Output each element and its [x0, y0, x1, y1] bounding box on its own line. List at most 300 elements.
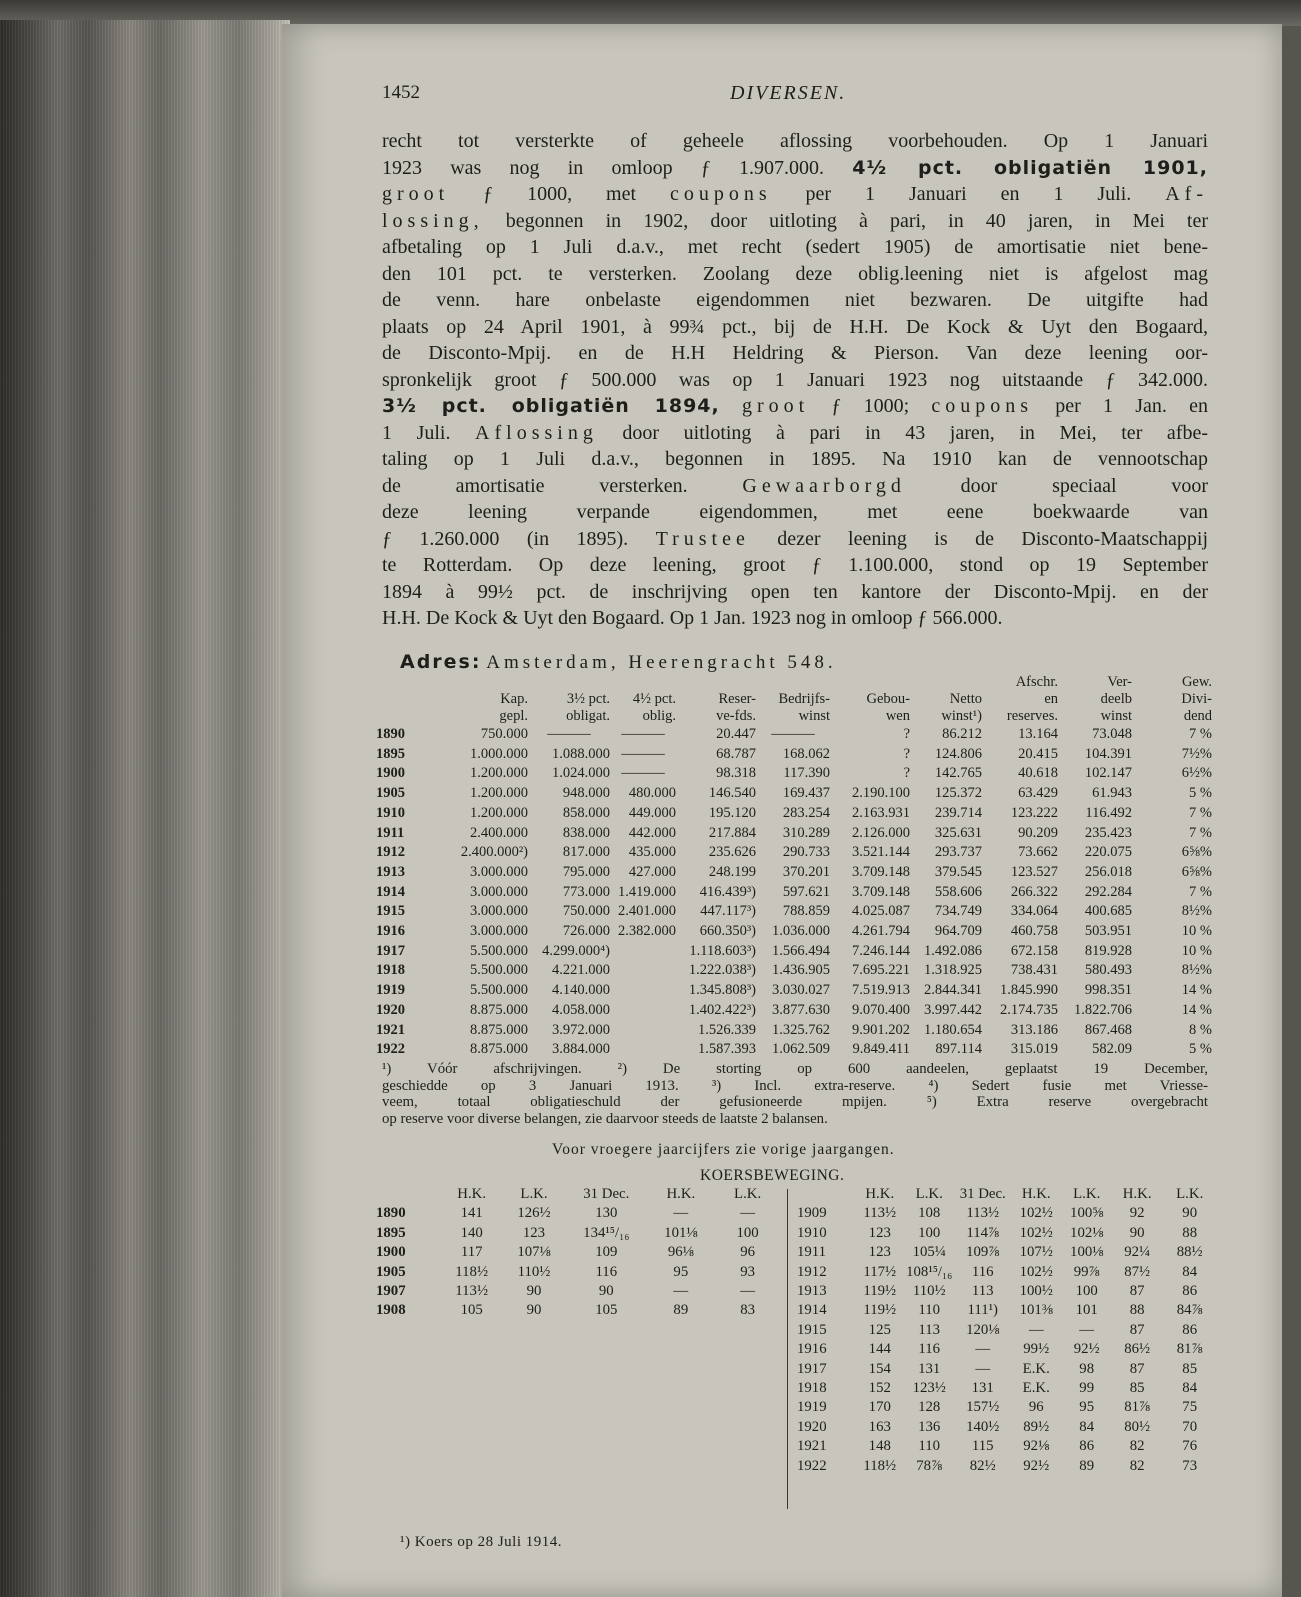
paragraph-text: plaats op 24 April 1901, à 99¾ pct., bij de H.H. De Kock & Uyt den Bogaard, — [382, 315, 1208, 338]
table-row — [797, 1457, 1217, 1476]
table-cell: 3.000.000 — [470, 863, 528, 880]
table-cell: 964.709 — [934, 923, 982, 940]
table-cell: 7 % — [1189, 883, 1212, 900]
table-cell: 597.621 — [782, 883, 830, 900]
table-cell: 1919 — [376, 982, 405, 999]
table-cell: 123 — [868, 1224, 891, 1241]
table-cell: 750.000 — [480, 726, 528, 742]
paragraph-text: 4½ pct. obligatiën 1901, — [852, 156, 1208, 179]
paragraph-text: spronkelijk groot ƒ 500.000 was op 1 Januari 1923 nog uitstaande ƒ 342.000. — [382, 368, 1208, 391]
table-cell: 125 — [868, 1321, 891, 1338]
column-header: L.K. — [1073, 1186, 1101, 1202]
table-cell: 9.849.411 — [852, 1041, 910, 1058]
table-row — [797, 1263, 1217, 1282]
table-cell: 152 — [868, 1380, 891, 1397]
paragraph-line — [382, 393, 1208, 420]
table-cell: 503.951 — [1084, 923, 1132, 940]
table-cell: 7.695.221 — [852, 962, 910, 979]
table-cell: 293.737 — [934, 844, 982, 861]
table-row — [376, 1224, 781, 1243]
table-cell: 1.318.925 — [924, 962, 982, 979]
table-cell: 3.709.148 — [852, 883, 910, 900]
financial-header-row — [376, 691, 1212, 708]
table-cell: ——— — [621, 765, 665, 782]
table-cell: 81⅞ — [1176, 1341, 1203, 1358]
table-cell: 1.845.990 — [1000, 982, 1058, 999]
table-cell: 2.401.000 — [618, 903, 676, 920]
table-cell — [610, 1001, 676, 1021]
paragraph-text: taling op 1 Juli d.a.v., begonnen in 1895. Na 1910 kan de vennootschap — [382, 448, 1208, 470]
table-cell: 82½ — [969, 1457, 996, 1474]
table-cell: 750.000 — [562, 903, 610, 920]
table-cell: 1.000.000 — [470, 745, 528, 762]
table-cell: 1921 — [797, 1438, 827, 1455]
paragraph-line — [382, 128, 1208, 155]
table-cell: 1916 — [797, 1341, 827, 1358]
table-cell: 1911 — [797, 1244, 827, 1261]
table-row — [376, 725, 1212, 745]
table-cell: 1895 — [376, 745, 405, 762]
table-cell: 101⅜ — [1019, 1302, 1053, 1319]
financial-header-cell: Afschr. — [1015, 674, 1058, 690]
table-cell: 6⅝% — [1181, 844, 1212, 861]
table-cell: 315.019 — [1010, 1041, 1058, 1058]
paragraph-text: Af- — [1165, 183, 1208, 205]
table-cell: 107⅛ — [517, 1244, 551, 1261]
table-cell: — — [673, 1205, 689, 1222]
table-cell: 370.201 — [782, 863, 830, 880]
table-cell: 1908 — [376, 1302, 406, 1319]
column-header: L.K. — [734, 1186, 762, 1202]
table-cell: 136 — [918, 1418, 941, 1435]
table-cell: 123.222 — [1010, 804, 1058, 821]
table-cell: 96 — [1028, 1399, 1044, 1416]
table-cell: 1895 — [376, 1224, 406, 1241]
column-header — [797, 1185, 856, 1204]
table-row — [797, 1243, 1217, 1262]
paragraph-text: de venn. hare onbelaste eigendommen niet bezwaren. De uitgifte had — [382, 289, 1208, 311]
table-cell: 8.875.000 — [470, 1001, 528, 1018]
table-row — [797, 1204, 1217, 1223]
table-cell: 8.875.000 — [470, 1041, 528, 1058]
table-cell: 113½ — [863, 1205, 897, 1222]
table-row — [376, 1204, 781, 1223]
table-cell: 672.158 — [1010, 942, 1058, 959]
table-cell: 1914 — [376, 883, 405, 900]
table-cell: 157½ — [966, 1399, 1000, 1416]
table-cell: 1910 — [797, 1224, 827, 1241]
table-cell: 3.000.000 — [470, 923, 528, 940]
table-cell: 3.030.027 — [772, 982, 830, 999]
table-cell: 84 — [1079, 1418, 1095, 1435]
table-cell: 124.806 — [934, 745, 982, 762]
table-cell: 90 — [1129, 1224, 1145, 1241]
table-cell: 235.423 — [1084, 824, 1132, 841]
column-header: H.K. — [865, 1186, 895, 1202]
table-cell: 140½ — [966, 1418, 1000, 1435]
table-cell: 20.447 — [716, 726, 756, 742]
table-cell: 61.943 — [1092, 785, 1132, 802]
table-cell: 400.685 — [1084, 903, 1132, 920]
paragraph-text: den 101 pct. te versterken. Zoolang deze oblig.leening niet is afgelost mag — [382, 262, 1208, 285]
table-cell: 817.000 — [562, 844, 610, 861]
table-row — [797, 1379, 1217, 1398]
koersbeweging-title: KOERSBEWEGING. — [700, 1167, 845, 1184]
table-cell: 7.246.144 — [852, 942, 910, 959]
column-header: L.K. — [915, 1186, 943, 1202]
table-cell: 78⅞ — [916, 1457, 943, 1474]
table-cell: 1900 — [376, 765, 405, 782]
table-cell: 1.036.000 — [772, 923, 830, 940]
table-cell: 131 — [918, 1360, 941, 1377]
paragraph-line — [382, 446, 1208, 473]
table-cell: 6⅝% — [1181, 863, 1212, 880]
table-row — [376, 1040, 1212, 1060]
paragraph-line — [382, 261, 1208, 288]
table-cell: 220.075 — [1084, 844, 1132, 861]
paragraph-text: door speciaal voor — [905, 474, 1208, 497]
table-cell: 2.174.735 — [1000, 1001, 1058, 1018]
table-cell: 1.200.000 — [470, 804, 528, 821]
table-cell: 3.521.144 — [852, 844, 910, 861]
paragraph-line — [382, 367, 1208, 394]
financial-header-cell: Gebou- — [866, 691, 910, 707]
table-cell: 98.318 — [716, 765, 756, 782]
financial-header-cell — [910, 674, 982, 691]
footnote-line: geschiedde op 3 Januari 1913. ³) Incl. extra-reserve. ⁴) Sedert fusie met Vriesse- — [382, 1077, 1208, 1094]
table-cell: 86 — [1079, 1438, 1095, 1455]
paragraph-line — [382, 579, 1208, 606]
table-cell: 123 — [522, 1224, 546, 1241]
table-cell: 290.733 — [782, 844, 830, 861]
paragraph-text: 1 Juli. — [382, 421, 476, 444]
paragraph-text: door uitloting à pari in 43 jaren, in Mei, ter afbe- — [597, 421, 1208, 444]
table-cell: 87½ — [1124, 1263, 1151, 1280]
table-cell: 86 — [1182, 1321, 1198, 1338]
table-cell: 88½ — [1176, 1244, 1203, 1261]
table-cell: E.K. — [1022, 1380, 1050, 1397]
table-row — [376, 942, 1212, 962]
table-cell: 1907 — [376, 1283, 406, 1300]
table-cell: 460.758 — [1010, 923, 1058, 940]
paragraph-text: coupons — [931, 395, 1034, 417]
table-cell: 88 — [1182, 1224, 1198, 1241]
book-page-stack — [0, 20, 290, 1597]
table-cell: 1.088.000 — [552, 745, 610, 762]
koers-column-header — [797, 1185, 1217, 1204]
table-row — [376, 745, 1212, 765]
table-cell: 105¼ — [912, 1244, 946, 1261]
table-cell: 998.351 — [1084, 982, 1132, 999]
financial-header-cell: obligat. — [566, 708, 610, 724]
financial-header-cell: deelb — [1100, 691, 1132, 707]
table-cell: 1916 — [376, 923, 405, 940]
koers-column-header — [376, 1185, 781, 1204]
table-cell: 1905 — [376, 785, 405, 802]
table-row — [797, 1418, 1217, 1437]
table-cell: 7½% — [1181, 745, 1212, 762]
footnote-line: veem, totaal obligatieschuld der gefusioneerde mpijen. ⁵) Extra reserve overgebracht — [382, 1094, 1208, 1110]
table-cell: 113 — [971, 1283, 994, 1300]
financial-header-cell: gepl. — [499, 708, 528, 724]
table-row — [376, 764, 1212, 784]
table-row — [376, 804, 1212, 824]
table-cell: 126½ — [517, 1205, 551, 1222]
table-row — [797, 1398, 1217, 1417]
table-cell: 102½ — [1019, 1263, 1053, 1280]
table-cell: 116 — [595, 1263, 618, 1280]
table-cell: 8½% — [1181, 903, 1212, 920]
table-cell: 795.000 — [562, 863, 610, 880]
table-cell: 2.163.931 — [852, 804, 910, 821]
table-cell: 85 — [1129, 1380, 1145, 1397]
table-cell: 7 % — [1189, 824, 1212, 841]
table-cell: 83 — [740, 1302, 755, 1319]
table-cell: 134¹⁵/₁₆ — [583, 1224, 630, 1241]
paragraph-line — [382, 605, 1208, 632]
table-cell: 90 — [526, 1302, 542, 1319]
table-cell: 92⅛ — [1023, 1438, 1050, 1455]
table-cell: 104.391 — [1084, 745, 1132, 762]
table-cell: ——— — [621, 726, 665, 742]
table-cell: 313.186 — [1010, 1021, 1058, 1038]
financial-header-cell — [436, 674, 528, 691]
table-cell: 1890 — [376, 726, 405, 742]
table-row — [376, 922, 1212, 942]
table-cell: 123 — [868, 1244, 891, 1261]
table-cell: 660.350³) — [699, 923, 756, 940]
table-cell: 1913 — [797, 1283, 827, 1300]
table-cell: 1910 — [376, 804, 405, 821]
financial-header-cell: Ver- — [1107, 674, 1132, 690]
table-row — [797, 1224, 1217, 1243]
table-cell: 148 — [868, 1438, 891, 1455]
paragraph-text: dezer leening is de Disconto-Maatschappij — [749, 527, 1208, 550]
table-cell: 170 — [868, 1399, 891, 1416]
table-cell: 867.468 — [1084, 1021, 1132, 1038]
table-cell: — — [975, 1360, 991, 1377]
table-cell: 98 — [1079, 1360, 1095, 1377]
table-cell: — — [975, 1341, 991, 1358]
table-cell: 113½ — [966, 1205, 1000, 1222]
table-cell: 96⅛ — [667, 1244, 694, 1261]
table-cell: 449.000 — [628, 804, 676, 821]
column-header: H.K. — [666, 1186, 696, 1202]
table-cell: 40.618 — [1018, 765, 1058, 782]
table-cell: 8 % — [1189, 1021, 1212, 1038]
financial-header-cell: Reser- — [718, 691, 756, 707]
financial-header-cell: winst — [798, 708, 830, 724]
table-cell: 5 % — [1189, 785, 1212, 802]
paragraph-text: Aflossing — [475, 421, 598, 444]
table-cell: 256.018 — [1084, 863, 1132, 880]
table-cell: 99⅞ — [1073, 1263, 1100, 1280]
table-cell: 107½ — [1019, 1244, 1053, 1261]
table-cell: E.K. — [1022, 1360, 1050, 1377]
table-cell: 1913 — [376, 863, 405, 880]
table-cell: 4.221.000 — [552, 962, 610, 979]
table-cell: 283.254 — [782, 804, 830, 821]
column-header: 31 Dec. — [959, 1186, 1006, 1202]
table-cell: 4.058.000 — [552, 1001, 610, 1018]
table-row — [376, 843, 1212, 863]
table-cell: 14 % — [1181, 982, 1212, 999]
paragraph-text: H.H. De Kock & Uyt den Bogaard. Op 1 Jan. 1923 nog in omloop ƒ 566.000. — [382, 607, 1003, 629]
table-cell: 100 — [918, 1224, 941, 1241]
table-cell: 116 — [971, 1263, 994, 1280]
financial-header-cell: Gew. — [1181, 674, 1212, 690]
table-cell: 110 — [918, 1302, 941, 1319]
paragraph-line — [382, 526, 1208, 553]
table-row — [376, 1243, 781, 1262]
table-cell: 1.822.706 — [1074, 1001, 1132, 1018]
table-cell: 114⅞ — [966, 1224, 1000, 1241]
table-cell: 3.972.000 — [552, 1021, 610, 1038]
table-row — [376, 1301, 781, 1320]
table-cell: 117½ — [863, 1263, 897, 1280]
table-cell: 1.325.762 — [772, 1021, 830, 1038]
paragraph-line — [382, 314, 1208, 341]
table-cell: 86.212 — [942, 726, 982, 742]
table-cell: 84 — [1182, 1380, 1198, 1397]
table-row — [797, 1321, 1217, 1340]
paragraph-text: ƒ 1.260.000 (in 1895). — [382, 527, 656, 550]
table-cell: 325.631 — [934, 824, 982, 841]
financial-header-cell: 3½ pct. — [566, 691, 610, 707]
paragraph-text: begonnen in 1902, door uitloting à pari, in 40 jaren, in Mei ter — [483, 209, 1208, 232]
footnote-line: ¹) Vóór afschrijvingen. ²) De storting op 600 aandeelen, geplaatst 19 December, — [382, 1061, 1208, 1077]
table-cell: 117 — [460, 1244, 483, 1261]
table-cell: 84⅞ — [1176, 1302, 1203, 1319]
paragraph-line — [382, 181, 1208, 208]
table-cell: 146.540 — [708, 785, 756, 802]
table-cell: 819.928 — [1084, 942, 1132, 959]
financial-header-cell: 4½ pct. — [632, 691, 676, 707]
paragraph-text: Trustee — [655, 527, 750, 550]
footnote-line: op reserve voor diverse belangen, zie daarvoor steeds de laatste 2 balansen. — [382, 1110, 828, 1127]
table-cell: ? — [903, 745, 910, 762]
table-cell: 115 — [971, 1438, 994, 1455]
table-row — [376, 902, 1212, 922]
table-cell: 416.439³) — [699, 883, 756, 900]
table-cell: 4.299.000⁴) — [542, 942, 610, 959]
table-cell: 116 — [918, 1341, 941, 1358]
table-cell: 1.118.603³) — [689, 942, 756, 959]
table-cell: 1.402.422³) — [688, 1001, 756, 1018]
company-description — [382, 128, 1208, 632]
paragraph-text: groot — [382, 183, 450, 205]
financial-header-row — [376, 674, 1212, 691]
address-label: Adres: — [400, 651, 482, 673]
table-cell: 108¹⁵/₁₆ — [906, 1263, 953, 1280]
table-cell — [610, 961, 676, 981]
table-cell: 128 — [918, 1399, 941, 1416]
table-cell: 1.180.654 — [924, 1021, 982, 1038]
financial-header-cell — [376, 708, 436, 725]
table-cell: 1905 — [376, 1263, 406, 1280]
table-cell: 1900 — [376, 1244, 406, 1261]
table-cell: 95 — [1079, 1399, 1095, 1416]
table-cell: 948.000 — [562, 785, 610, 802]
financial-header-cell — [676, 674, 756, 691]
table-row — [376, 1263, 781, 1282]
table-cell: 86½ — [1124, 1341, 1151, 1358]
financial-header-cell: wen — [885, 708, 910, 724]
table-cell: 435.000 — [628, 844, 676, 861]
table-cell: 101⅛ — [664, 1224, 698, 1241]
table-cell: 100⅝ — [1070, 1205, 1104, 1222]
table-cell: 3.709.148 — [852, 863, 910, 880]
table-cell: 108 — [918, 1205, 941, 1222]
table-cell: 1915 — [376, 903, 405, 920]
table-cell: 5.500.000 — [470, 962, 528, 979]
table-row — [376, 784, 1212, 804]
table-cell: 2.126.000 — [852, 824, 910, 841]
table-cell: 142.765 — [934, 765, 982, 782]
table-cell: 195.120 — [708, 804, 756, 821]
paragraph-text: lossing, — [382, 209, 484, 232]
table-cell: 92¼ — [1124, 1244, 1151, 1261]
table-cell: 120⅛ — [966, 1321, 1000, 1338]
table-cell: 130 — [595, 1205, 618, 1222]
table-cell: ——— — [547, 726, 591, 742]
table-cell: 102.147 — [1084, 765, 1132, 782]
table-cell: 110 — [918, 1438, 941, 1455]
table-cell: 2.400.000²) — [460, 844, 528, 861]
table-cell: 447.117³) — [700, 903, 756, 920]
table-cell: 558.606 — [934, 883, 982, 900]
financial-table — [376, 674, 1212, 1060]
table-cell: 897.114 — [935, 1041, 982, 1058]
paragraph-line — [382, 234, 1208, 261]
table-cell: 1.526.339 — [698, 1021, 756, 1038]
table-cell: 110½ — [912, 1283, 946, 1300]
table-cell: 3.000.000 — [470, 903, 528, 920]
table-cell: 86 — [1182, 1283, 1198, 1300]
table-cell — [610, 1021, 676, 1041]
table-cell: 113 — [918, 1321, 941, 1338]
table-cell: 217.884 — [708, 824, 756, 841]
financial-header-cell — [756, 674, 830, 691]
column-header — [376, 1185, 441, 1204]
table-cell: 1.566.494 — [772, 942, 830, 959]
table-cell: 2.400.000 — [470, 824, 528, 841]
table-cell: 235.626 — [708, 844, 756, 861]
table-cell: 1.587.393 — [698, 1041, 756, 1058]
column-header: H.K. — [1122, 1186, 1152, 1202]
table-cell: 14 % — [1181, 1001, 1212, 1018]
table-cell: 118½ — [863, 1457, 897, 1474]
table-cell: 6½% — [1181, 765, 1212, 782]
table-cell: 113½ — [455, 1283, 489, 1300]
column-header: L.K. — [520, 1186, 548, 1202]
table-cell: ? — [903, 765, 910, 782]
table-cell: 82 — [1129, 1457, 1145, 1474]
table-cell: 81⅞ — [1124, 1399, 1151, 1416]
paragraph-text: de amortisatie versterken. — [382, 474, 743, 497]
table-cell: 73 — [1182, 1457, 1198, 1474]
table-cell: 93 — [740, 1263, 755, 1280]
financial-header-cell: Divi- — [1181, 691, 1212, 707]
table-cell: 4.261.794 — [852, 923, 910, 940]
table-cell: 442.000 — [628, 824, 676, 841]
table-cell: 838.000 — [562, 824, 610, 841]
financial-header-cell — [610, 674, 676, 691]
table-cell: 1912 — [797, 1263, 827, 1280]
financial-header-cell: winst¹) — [941, 708, 982, 724]
table-cell: 80½ — [1124, 1418, 1151, 1435]
financial-header-cell — [528, 674, 610, 691]
